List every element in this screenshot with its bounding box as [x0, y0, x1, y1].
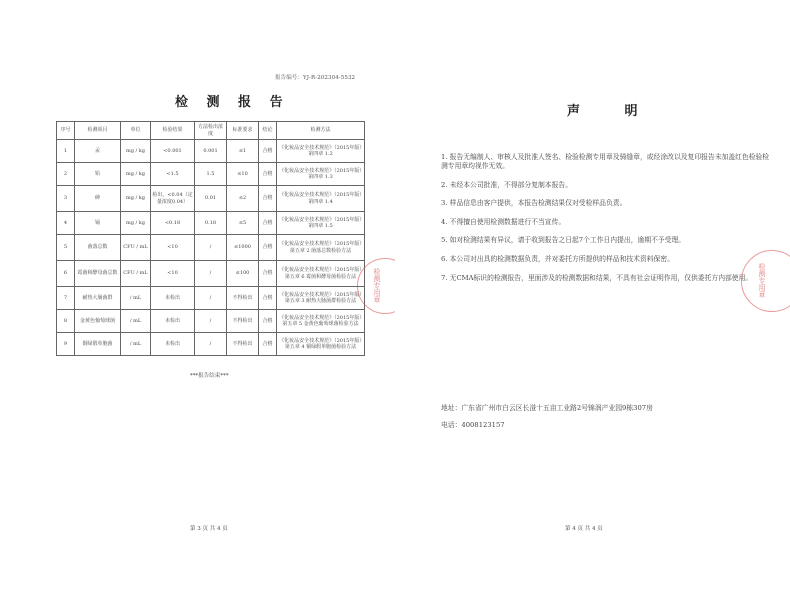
table-cell: / [195, 310, 227, 333]
table-cell: ≤2 [227, 186, 259, 212]
table-cell: 0.01 [195, 186, 227, 212]
table-cell: 霉菌和酵母菌总数 [75, 261, 121, 287]
table-cell: <1.5 [151, 163, 195, 186]
table-cell: 合格 [259, 333, 277, 356]
table-cell: 《化妆品安全技术规范》（2015年版）第五章 5 金黄色葡萄球菌检验方法 [277, 310, 365, 333]
table-row [57, 333, 365, 356]
table-cell: 《化妆品安全技术规范》（2015年版）第四章 1.5 [277, 212, 365, 235]
table-cell: 4 [57, 212, 75, 235]
table-cell: 9 [57, 333, 75, 356]
table-cell: 菌落总数 [75, 235, 121, 261]
results-table [56, 121, 365, 356]
table-cell: 5 [57, 235, 75, 261]
table-row [57, 235, 365, 261]
table-cell: 合格 [259, 235, 277, 261]
declaration-item: 3. 样品信息由客户提供，本报告检测结果仅对受检样品负责。 [441, 199, 627, 208]
header-cell: 方法检出浓度 [195, 122, 227, 140]
table-cell: mg / kg [121, 163, 151, 186]
table-cell: 《化妆品安全技术规范》（2015年版）第四章 1.2 [277, 140, 365, 163]
table-cell: ≤100 [227, 261, 259, 287]
table-cell: / [195, 235, 227, 261]
header-cell: 标准要求 [227, 122, 259, 140]
declaration-item: 4. 不得擅自使用检测数据进行不当宣传。 [441, 217, 566, 226]
table-cell: 不得检出 [227, 333, 259, 356]
header-cell: 检验结果 [151, 122, 195, 140]
table-cell: <10 [151, 261, 195, 287]
table-row [57, 287, 365, 310]
table-cell: 合格 [259, 287, 277, 310]
table-cell: / mL [121, 287, 151, 310]
table-cell: / [195, 261, 227, 287]
declaration-item: 7. 无CMA标识的检测报告，里面涉及的检测数据和结果，不具有社会证明作用，仅供委托方内部使用。 [441, 273, 753, 282]
report-number: 报告编号：YJ-R-202304-5532 [275, 75, 356, 81]
table-row [57, 140, 365, 163]
table-cell: ≤5 [227, 212, 259, 235]
table-cell: ≤10 [227, 163, 259, 186]
declaration-item: 1. 报告无编制人、审核人及批准人签名、检验检测专用章及骑缝章，或经涂改以及复印报告未加盖红色检验检测专用章均视作无效。 [441, 153, 770, 170]
table-cell: 0.001 [195, 140, 227, 163]
table-cell: 《化妆品安全技术规范》（2015年版）第四章 1.3 [277, 163, 365, 186]
table-cell: 0.18 [195, 212, 227, 235]
declaration-item: 5. 如对检测结果有异议，请于收到报告之日起7个工作日内提出，逾期不予受理。 [441, 236, 686, 245]
stamp-text: 检测专用章 [758, 263, 766, 298]
table-cell: mg / kg [121, 140, 151, 163]
table-cell: 2 [57, 163, 75, 186]
page-number: 第 3 页 共 4 页 [190, 526, 228, 532]
table-cell: 1 [57, 140, 75, 163]
table-header-row [57, 122, 365, 140]
table-cell: 《化妆品安全技术规范》（2015年版）第四章 1.4 [277, 186, 365, 212]
table-cell: 6 [57, 261, 75, 287]
declaration-title: 声 明 [567, 104, 658, 119]
table-cell: 合格 [259, 212, 277, 235]
table-cell: 合格 [259, 310, 277, 333]
table-row [57, 212, 365, 235]
table-cell: 汞 [75, 140, 121, 163]
table-cell: / [195, 333, 227, 356]
table-cell: 《化妆品安全技术规范》（2015年版）第五章 6 霉菌和酵母菌检验方法 [277, 261, 365, 287]
table-cell: 《化妆品安全技术规范》（2015年版）第五章 3 耐热大肠菌群检验方法 [277, 287, 365, 310]
table-cell: <0.18 [151, 212, 195, 235]
report-end-note: ***报告结束*** [190, 373, 229, 379]
header-cell: 检测项目 [75, 122, 121, 140]
company-phone: 电话：4008123157 [441, 421, 505, 429]
table-cell: 未检出 [151, 287, 195, 310]
table-cell: 未检出 [151, 333, 195, 356]
header-cell: 结论 [259, 122, 277, 140]
table-cell: 铅 [75, 163, 121, 186]
table-cell: 合格 [259, 186, 277, 212]
declaration-item: 6. 本公司对出具的检测数据负责，并对委托方所提供的样品和技术资料保密。 [441, 254, 674, 263]
report-title: 检 测 报 告 [175, 95, 290, 110]
table-cell: 合格 [259, 163, 277, 186]
table-cell: 合格 [259, 140, 277, 163]
table-cell: 检出，<0.04（定量浓度0.04） [151, 186, 195, 212]
table-cell: CFU / mL [121, 261, 151, 287]
table-cell: mg / kg [121, 212, 151, 235]
table-cell: 合格 [259, 261, 277, 287]
table-row [57, 163, 365, 186]
table-cell: 铜绿假单胞菌 [75, 333, 121, 356]
page-number: 第 4 页 共 4 页 [565, 526, 603, 532]
table-cell: 镉 [75, 212, 121, 235]
stamp-text: 检测专用章 [373, 268, 381, 303]
table-cell: mg / kg [121, 186, 151, 212]
table-cell: / mL [121, 333, 151, 356]
table-row [57, 261, 365, 287]
table-cell: / mL [121, 310, 151, 333]
table-cell: <10 [151, 235, 195, 261]
table-cell: ≤1000 [227, 235, 259, 261]
table-cell: / [195, 287, 227, 310]
declaration-list [441, 153, 771, 292]
header-cell: 序号 [57, 122, 75, 140]
table-cell: 未检出 [151, 310, 195, 333]
table-row [57, 186, 365, 212]
table-row [57, 310, 365, 333]
table-cell: 不得检出 [227, 287, 259, 310]
table-cell: 金黄色葡萄球菌 [75, 310, 121, 333]
header-cell: 检测方法 [277, 122, 365, 140]
company-address: 地址：广东省广州市白云区长湴十五亩工业路2号锦润产业园9栋307房 [441, 404, 653, 412]
table-cell: 《化妆品安全技术规范》（2015年版）第五章 2 菌落总数检验方法 [277, 235, 365, 261]
table-cell: CFU / mL [121, 235, 151, 261]
table-cell: 砷 [75, 186, 121, 212]
table-cell: 耐热大肠菌群 [75, 287, 121, 310]
table-cell: 7 [57, 287, 75, 310]
table-cell: 《化妆品安全技术规范》（2015年版）第五章 4 铜绿假单胞菌检验方法 [277, 333, 365, 356]
table-cell: ≤1 [227, 140, 259, 163]
table-cell: 3 [57, 186, 75, 212]
table-cell: 不得检出 [227, 310, 259, 333]
header-cell: 单位 [121, 122, 151, 140]
declaration-page-4 [395, 0, 790, 606]
table-cell: 8 [57, 310, 75, 333]
table-cell: <0.001 [151, 140, 195, 163]
table-cell: 1.5 [195, 163, 227, 186]
declaration-item: 2. 未经本公司批准，不得部分复制本报告。 [441, 180, 572, 189]
